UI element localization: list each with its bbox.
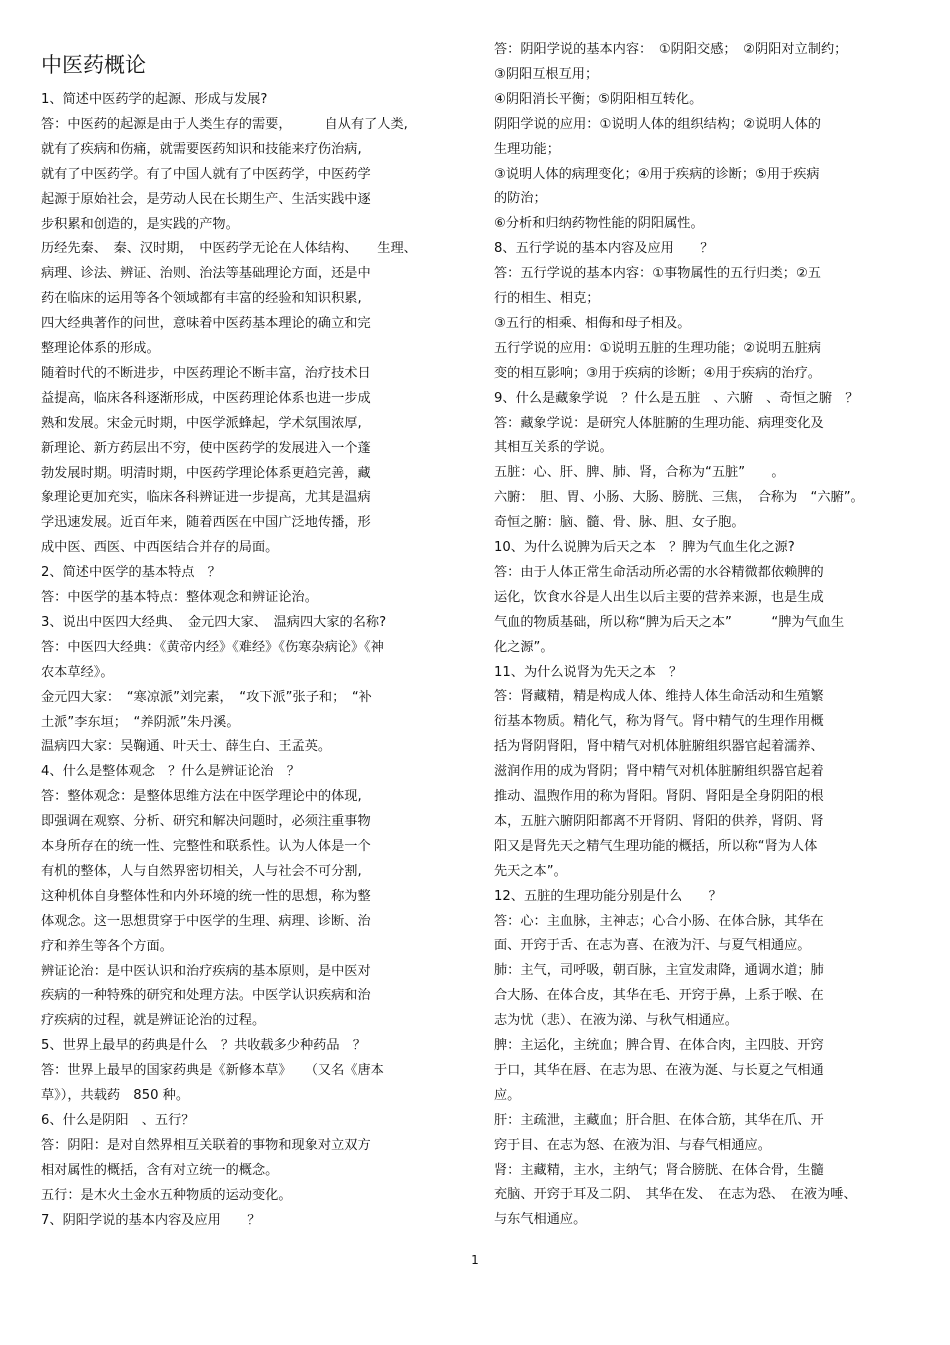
text-line: 相对属性的概括，含有对立统一的概念。 — [41, 1162, 279, 1178]
text-line: 7、阴阳学说的基本内容及应用 ？ — [41, 1212, 261, 1228]
text-line: 肝：主疏泄，主藏血；肝合胆、在体合筋，其华在爪、开 — [494, 1112, 824, 1128]
text-line: 推动、温煦作用的称为肾阳。肾阴、肾阳是全身阴阳的根 — [494, 789, 824, 804]
text-line: 奇恒之腑：脑、髓、骨、脉、胆、女子胞。 — [494, 515, 745, 531]
text-line: 本，五脏六腑阴阳都离不开肾阴、肾阳的供养，肾阴、肾 — [494, 813, 824, 829]
text-line: 括为肾阴肾阳，肾中精气对机体脏腑组织器官起着濡养、 — [494, 739, 824, 755]
text-line: 勃发展时期。明清时期，中医药学理论体系更趋完善，藏 — [41, 465, 371, 481]
text-line: 五行学说的应用：①说明五脏的生理功能；②说明五脏病 — [494, 340, 821, 356]
text-line: 气血的物质基础，所以称“脾为后天之本” “脾为气血生 — [494, 614, 845, 630]
text-line: 答：五行学说的基本内容：①事物属性的五行归类；②五 — [494, 266, 821, 282]
text-line: 即强调在观察、分析、研究和解决问题时，必须注重事物 — [41, 814, 371, 830]
text-line: 温病四大家：吴鞠通、叶天士、薛生白、王孟英。 — [41, 739, 332, 755]
text-line: 新理论、新方药层出不穷，使中医药学的发展进入一个蓬 — [41, 440, 371, 456]
text-line: 应。 — [494, 1087, 521, 1103]
text-line: 答：肾藏精，精是构成人体、维持人体生命活动和生殖繁 — [494, 689, 824, 705]
text-line: 阳又是肾先天之精气生理功能的概括，所以称“肾为人体 — [494, 838, 818, 854]
page-title: 中医药概论 — [41, 53, 146, 77]
text-line: 11、为什么说肾为先天之本 ？ — [494, 664, 683, 680]
text-line: 六腑： 胆、胃、小肠、大肠、膀胱、三焦， 合称为 “六腑”。 — [494, 490, 864, 506]
text-line: 面、开窍于舌、在志为喜、在液为汗、与夏气相通应。 — [494, 938, 811, 954]
text-line: 于口，其华在唇、在志为思、在液为涎、与长夏之气相通 — [494, 1062, 824, 1078]
text-line: 疗和养生等各个方面。 — [41, 938, 173, 954]
text-line: 脾：主运化，主统血；脾合胃、在体合肉，主四肢、开窍 — [494, 1038, 824, 1053]
text-line: 五行：是木火土金水五种物质的运动变化。 — [41, 1187, 292, 1203]
text-line: 答：整体观念：是整体思维方法在中医学理论中的体现, — [41, 789, 362, 805]
text-line: 合大肠、在体合皮，其华在毛、开窍于鼻，上系于喉、在 — [494, 988, 824, 1004]
text-line: ⑥分析和归纳药物性能的阴阳属性。 — [494, 216, 704, 232]
text-line: 疾病的一种特殊的研究和处理方法。中医学认识疾病和治 — [41, 988, 371, 1004]
text-line: 变的相互影响；③用于疾病的诊断；④用于疾病的治疗。 — [494, 365, 821, 381]
text-line: 答：阴阳学说的基本内容： ①阴阳交感； ②阴阳对立制约； — [494, 42, 848, 57]
text-line: 10、为什么说脾为后天之本 ？脾为气血生化之源? — [494, 540, 795, 555]
text-line: 衍基本物质。精化气，称为肾气。肾中精气的生理作用概 — [494, 714, 824, 730]
text-line: 答：世界上最早的国家药典是《新修本草》 （又名《唐本 — [41, 1063, 384, 1079]
text-line: 疗疾病的过程，就是辨证论治的过程。 — [41, 1013, 266, 1029]
text-line: 就有了中医药学。有了中国人就有了中医药学，中医药学 — [41, 166, 371, 182]
text-line: 草》），共载药 850 种。 — [41, 1088, 190, 1103]
text-line: 阴阳学说的应用：①说明人体的组织结构；②说明人体的 — [494, 116, 821, 132]
text-line: 先天之本”。 — [494, 863, 567, 879]
text-line: 答：藏象学说：是研究人体脏腑的生理功能、病理变化及 — [494, 415, 824, 431]
text-line: 整理论体系的形成。 — [41, 341, 160, 356]
text-line: 学迅速发展。近百年来，随着西医在中国广泛地传播，形 — [41, 515, 371, 531]
text-line: 肾：主藏精，主水，主纳气；肾合膀胱、在体合骨，生髓 — [494, 1162, 824, 1178]
text-line: 答：由于人体正常生命活动所必需的水谷精微都依赖脾的 — [494, 564, 824, 580]
text-line: 1、简述中医药学的起源、形成与发展? — [41, 92, 268, 107]
text-line: 充脑、开窍于耳及二阴、 其华在发、 在志为恐、 在液为唾、 — [494, 1187, 857, 1203]
text-line: 答：中医四大经典：《黄帝内经》《难经》《伤寒杂病论》《神 — [41, 639, 384, 655]
text-line: 农本草经》。 — [41, 664, 114, 680]
text-line: 5、世界上最早的药典是什么 ？共收载多少种药品 ？ — [41, 1038, 366, 1054]
text-line: 答：心：主血脉，主神志；心合小肠、在体合脉，其华在 — [494, 913, 824, 929]
text-line: 滋润作用的成为肾阴；肾中精气对机体脏腑组织器官起着 — [494, 764, 824, 780]
text-line: 化之源”。 — [494, 639, 554, 655]
text-line: 答：中医药的起源是由于人类生存的需要， 自从有了人类, — [41, 116, 408, 132]
text-line: 8、五行学说的基本内容及应用 ？ — [494, 241, 714, 257]
text-line: 有机的整体，人与自然界密切相关，人与社会不可分割, — [41, 863, 362, 879]
text-line: 2、简述中医学的基本特点 ？ — [41, 565, 221, 581]
text-line: 辨证论治：是中医认识和治疗疾病的基本原则，是中医对 — [41, 963, 371, 979]
text-line: 起源于原始社会，是劳动人民在长期生产、生活实践中逐 — [41, 191, 371, 207]
text-line: ③阴阳互根互用； — [494, 66, 599, 82]
text-line: 12、五脏的生理功能分别是什么 ？ — [494, 888, 722, 904]
text-line: 生理功能； — [494, 141, 560, 157]
text-line: 就有了疾病和伤痛，就需要医药知识和技能来疗伤治病, — [41, 141, 362, 157]
text-line: 其相互关系的学说。 — [494, 440, 613, 456]
text-line: 益提高，临床各科逐渐形成，中医药理论体系也进一步成 — [41, 390, 371, 406]
text-line: 象理论更加充实，临床各科辨证进一步提高，尤其是温病 — [41, 490, 371, 506]
text-line: 随着时代的不断进步，中医药理论不断丰富，治疗技术日 — [41, 365, 371, 381]
text-line: 答：阴阳：是对自然界相互关联着的事物和现象对立双方 — [41, 1137, 371, 1153]
text-line: 本身所存在的统一性、完整性和联系性。认为人体是一个 — [41, 839, 371, 854]
text-line: 的防治； — [494, 191, 547, 207]
text-line: 运化，饮食水谷是人出生以后主要的营养来源，也是生成 — [494, 589, 824, 605]
text-line: 这种机体自身整体性和内外环境的统一性的思想，称为整 — [41, 888, 371, 904]
text-line: 四大经典著作的问世，意味着中医药基本理论的确立和完 — [41, 316, 371, 332]
page-number: 1 — [471, 1253, 479, 1267]
text-line: 熟和发展。宋金元时期，中医学派蜂起，学术氛围浓厚, — [41, 415, 362, 431]
text-line: 行的相生、相克； — [494, 291, 600, 306]
text-line: 4、什么是整体观念 ？什么是辨证论治 ？ — [41, 764, 300, 780]
text-line: 9、什么是藏象学说 ？什么是五脏 、六腑 、奇恒之腑 ？ — [494, 390, 859, 406]
text-line: 成中医、西医、中西医结合并存的局面。 — [41, 540, 279, 556]
text-line: 药在临床的运用等各个领域都有丰富的经验和知识积累, — [41, 291, 362, 307]
text-line: 步积累和创造的，是实践的产物。 — [41, 216, 239, 232]
text-line: 6、什么是阴阳 、五行？ — [41, 1112, 195, 1128]
text-line: 历经先秦、 秦、汉时期， 中医药学无论在人体结构、 生理、 — [41, 241, 417, 257]
text-line: 肺：主气，司呼吸，朝百脉，主宣发肃降，通调水道；肺 — [494, 963, 824, 979]
text-line: 与东气相通应。 — [494, 1212, 587, 1228]
text-line: ③五行的相乘、相侮和母子相及。 — [494, 315, 691, 331]
text-line: 五脏：心、肝、脾、肺、肾，合称为“五脏” 。 — [494, 465, 785, 481]
text-line: 答：中医学的基本特点：整体观念和辨证论治。 — [41, 590, 318, 605]
text-line: 志为忧（悲）、在液为涕、与秋气相通应。 — [494, 1013, 738, 1029]
text-line: 金元四大家： “寒凉派”刘完素， “攻下派”张子和； “补 — [41, 689, 372, 705]
text-line: 病理、诊法、辨证、治则、治法等基础理论方面，还是中 — [41, 266, 371, 282]
text-line: ④阴阳消长平衡；⑤阴阳相互转化。 — [494, 91, 703, 107]
text-line: 3、说出中医四大经典、 金元四大家、 温病四大家的名称? — [41, 614, 387, 630]
text-line: 土派”李东垣； “养阴派”朱丹溪。 — [41, 714, 240, 730]
text-line: 窍于目、在志为怒、在液为泪、与春气相通应。 — [494, 1137, 771, 1153]
text-line: ③说明人体的病理变化；④用于疾病的诊断；⑤用于疾病 — [494, 166, 820, 182]
text-line: 体观念。这一思想贯穿于中医学的生理、病理、诊断、治 — [41, 913, 371, 929]
